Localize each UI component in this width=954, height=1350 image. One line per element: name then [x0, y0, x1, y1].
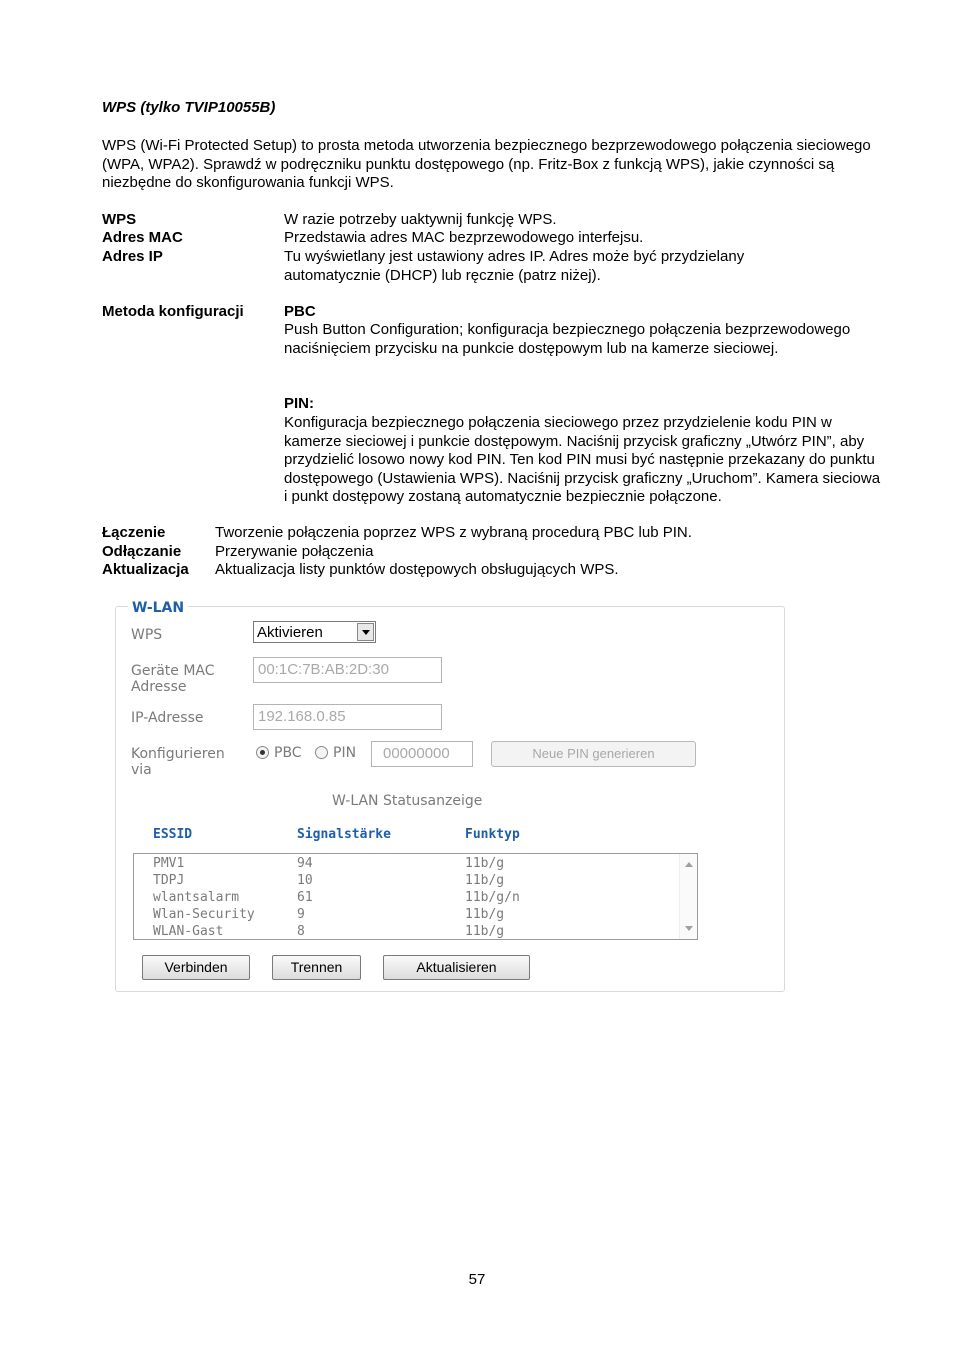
- list-item[interactable]: WLAN-Gast: [153, 924, 224, 939]
- pin-text: Konfiguracja bezpiecznego połączenia sieciowego przez przydzielenie kodu PIN w kamerze sieciowej i punkcie dostępowym. Naciśnij przycisk graficzny „Utwórz PIN”, aby przydzielić losowo nowy kod PIN. Ten kod PIN musi być następnie przekazany do punktu dostępowego (Ustawienia WPS). Naciśnij przycisk graficzny „Uruchom”. Kamera sieciowa i punkt dostępowy zostaną automatycznie bezpiecznie połączone.: [284, 414, 881, 505]
- list-item[interactable]: PMV1: [153, 856, 185, 871]
- config-label-line1: Konfigurieren: [131, 746, 225, 762]
- mac-label-line1: Geräte MAC: [131, 663, 215, 679]
- wps-label: WPS: [131, 627, 163, 643]
- ip-field[interactable]: 192.168.0.85: [253, 704, 442, 730]
- network-essid-column: [153, 855, 255, 940]
- list-item[interactable]: 11b/g: [465, 924, 505, 939]
- col-signal: Signalstärke: [297, 827, 391, 842]
- new-pin-button[interactable]: Neue PIN generieren: [491, 741, 696, 767]
- list-item[interactable]: 9: [297, 907, 305, 922]
- config-label-line2: via: [131, 762, 152, 778]
- list-item[interactable]: 10: [297, 873, 313, 888]
- def-refresh: Aktualizacja listy punktów dostępowych obsługujących WPS.: [215, 561, 619, 578]
- status-title: W-LAN Statusanzeige: [332, 793, 483, 809]
- list-item[interactable]: 11b/g: [465, 873, 505, 888]
- wps-select-value: Aktivieren: [257, 624, 323, 641]
- radio-pin-label: PIN: [333, 745, 357, 761]
- list-scrollbar[interactable]: [679, 854, 697, 939]
- pin-title: PIN:: [284, 395, 314, 412]
- radio-pin[interactable]: [315, 746, 328, 759]
- term-method: Metoda konfiguracji: [102, 303, 244, 320]
- col-essid: ESSID: [153, 827, 193, 842]
- mac-field[interactable]: 00:1C:7B:AB:2D:30: [253, 657, 442, 683]
- def-connect: Tworzenie połączenia poprzez WPS z wybraną procedurą PBC lub PIN.: [215, 524, 692, 541]
- pin-field[interactable]: 00000000: [371, 741, 473, 767]
- list-item[interactable]: wlantsalarm: [153, 890, 240, 905]
- network-type-column: [465, 855, 520, 940]
- list-item[interactable]: Wlan-Security: [153, 907, 255, 922]
- term-connect: Łączenie: [102, 524, 166, 541]
- mac-label: [131, 663, 215, 695]
- refresh-button[interactable]: Aktualisieren: [383, 955, 530, 980]
- list-item[interactable]: 11b/g: [465, 856, 505, 871]
- radio-pbc-label: PBC: [274, 745, 302, 761]
- page-number: 57: [468, 1271, 486, 1288]
- section-title: WPS (tylko TVIP10055B): [102, 99, 276, 116]
- list-item[interactable]: 11b/g/n: [465, 890, 520, 905]
- term-mac: Adres MAC: [102, 229, 183, 246]
- term-disconnect: Odłączanie: [102, 543, 182, 560]
- def-ip: Tu wyświetlany jest ustawiony adres IP. Adres może być przydzielany automatycznie (DHCP) lub ręcznie (patrz niżej).: [284, 248, 745, 284]
- radio-pbc[interactable]: [256, 746, 269, 759]
- term-ip: Adres IP: [102, 248, 163, 265]
- disconnect-button[interactable]: Trennen: [272, 955, 361, 980]
- config-label: [131, 746, 225, 778]
- network-list[interactable]: [133, 853, 698, 940]
- wps-select[interactable]: [253, 621, 376, 643]
- network-signal-column: [297, 855, 313, 940]
- def-disconnect: Przerywanie połączenia: [215, 543, 374, 560]
- mac-label-line2: Adresse: [131, 679, 187, 695]
- ip-label: IP-Adresse: [131, 710, 204, 726]
- col-type: Funktyp: [465, 827, 520, 842]
- connect-button[interactable]: Verbinden: [142, 955, 250, 980]
- scroll-down-icon[interactable]: [685, 926, 693, 931]
- list-item[interactable]: 94: [297, 856, 313, 871]
- def-mac: Przedstawia adres MAC bezprzewodowego interfejsu.: [284, 229, 644, 246]
- term-refresh: Aktualizacja: [102, 561, 189, 578]
- chevron-down-icon[interactable]: [357, 623, 374, 641]
- wlan-legend: W-LAN: [128, 600, 188, 616]
- def-wps: W razie potrzeby uaktywnij funkcję WPS.: [284, 211, 557, 228]
- intro-paragraph: WPS (Wi-Fi Protected Setup) to prosta metoda utworzenia bezpiecznego bezprzewodowego połączenia sieciowego (WPA, WPA2). Sprawdź w podręczniku punktu dostępowego (np. Fritz-Box z funkcją WPS), jakie czynności są niezbędne do skonfigurowania funkcji WPS.: [102, 137, 871, 191]
- list-item[interactable]: TDPJ: [153, 873, 185, 888]
- term-wps: WPS: [102, 211, 137, 228]
- list-item[interactable]: 8: [297, 924, 305, 939]
- scroll-up-icon[interactable]: [685, 862, 693, 867]
- list-item[interactable]: 11b/g: [465, 907, 505, 922]
- list-item[interactable]: 61: [297, 890, 313, 905]
- pbc-text: Push Button Configuration; konfiguracja bezpiecznego połączenia bezprzewodowego naciśnięciem przycisku na punkcie dostępowym lub na kamerze sieciowej.: [284, 321, 851, 357]
- pbc-title: PBC: [284, 303, 316, 320]
